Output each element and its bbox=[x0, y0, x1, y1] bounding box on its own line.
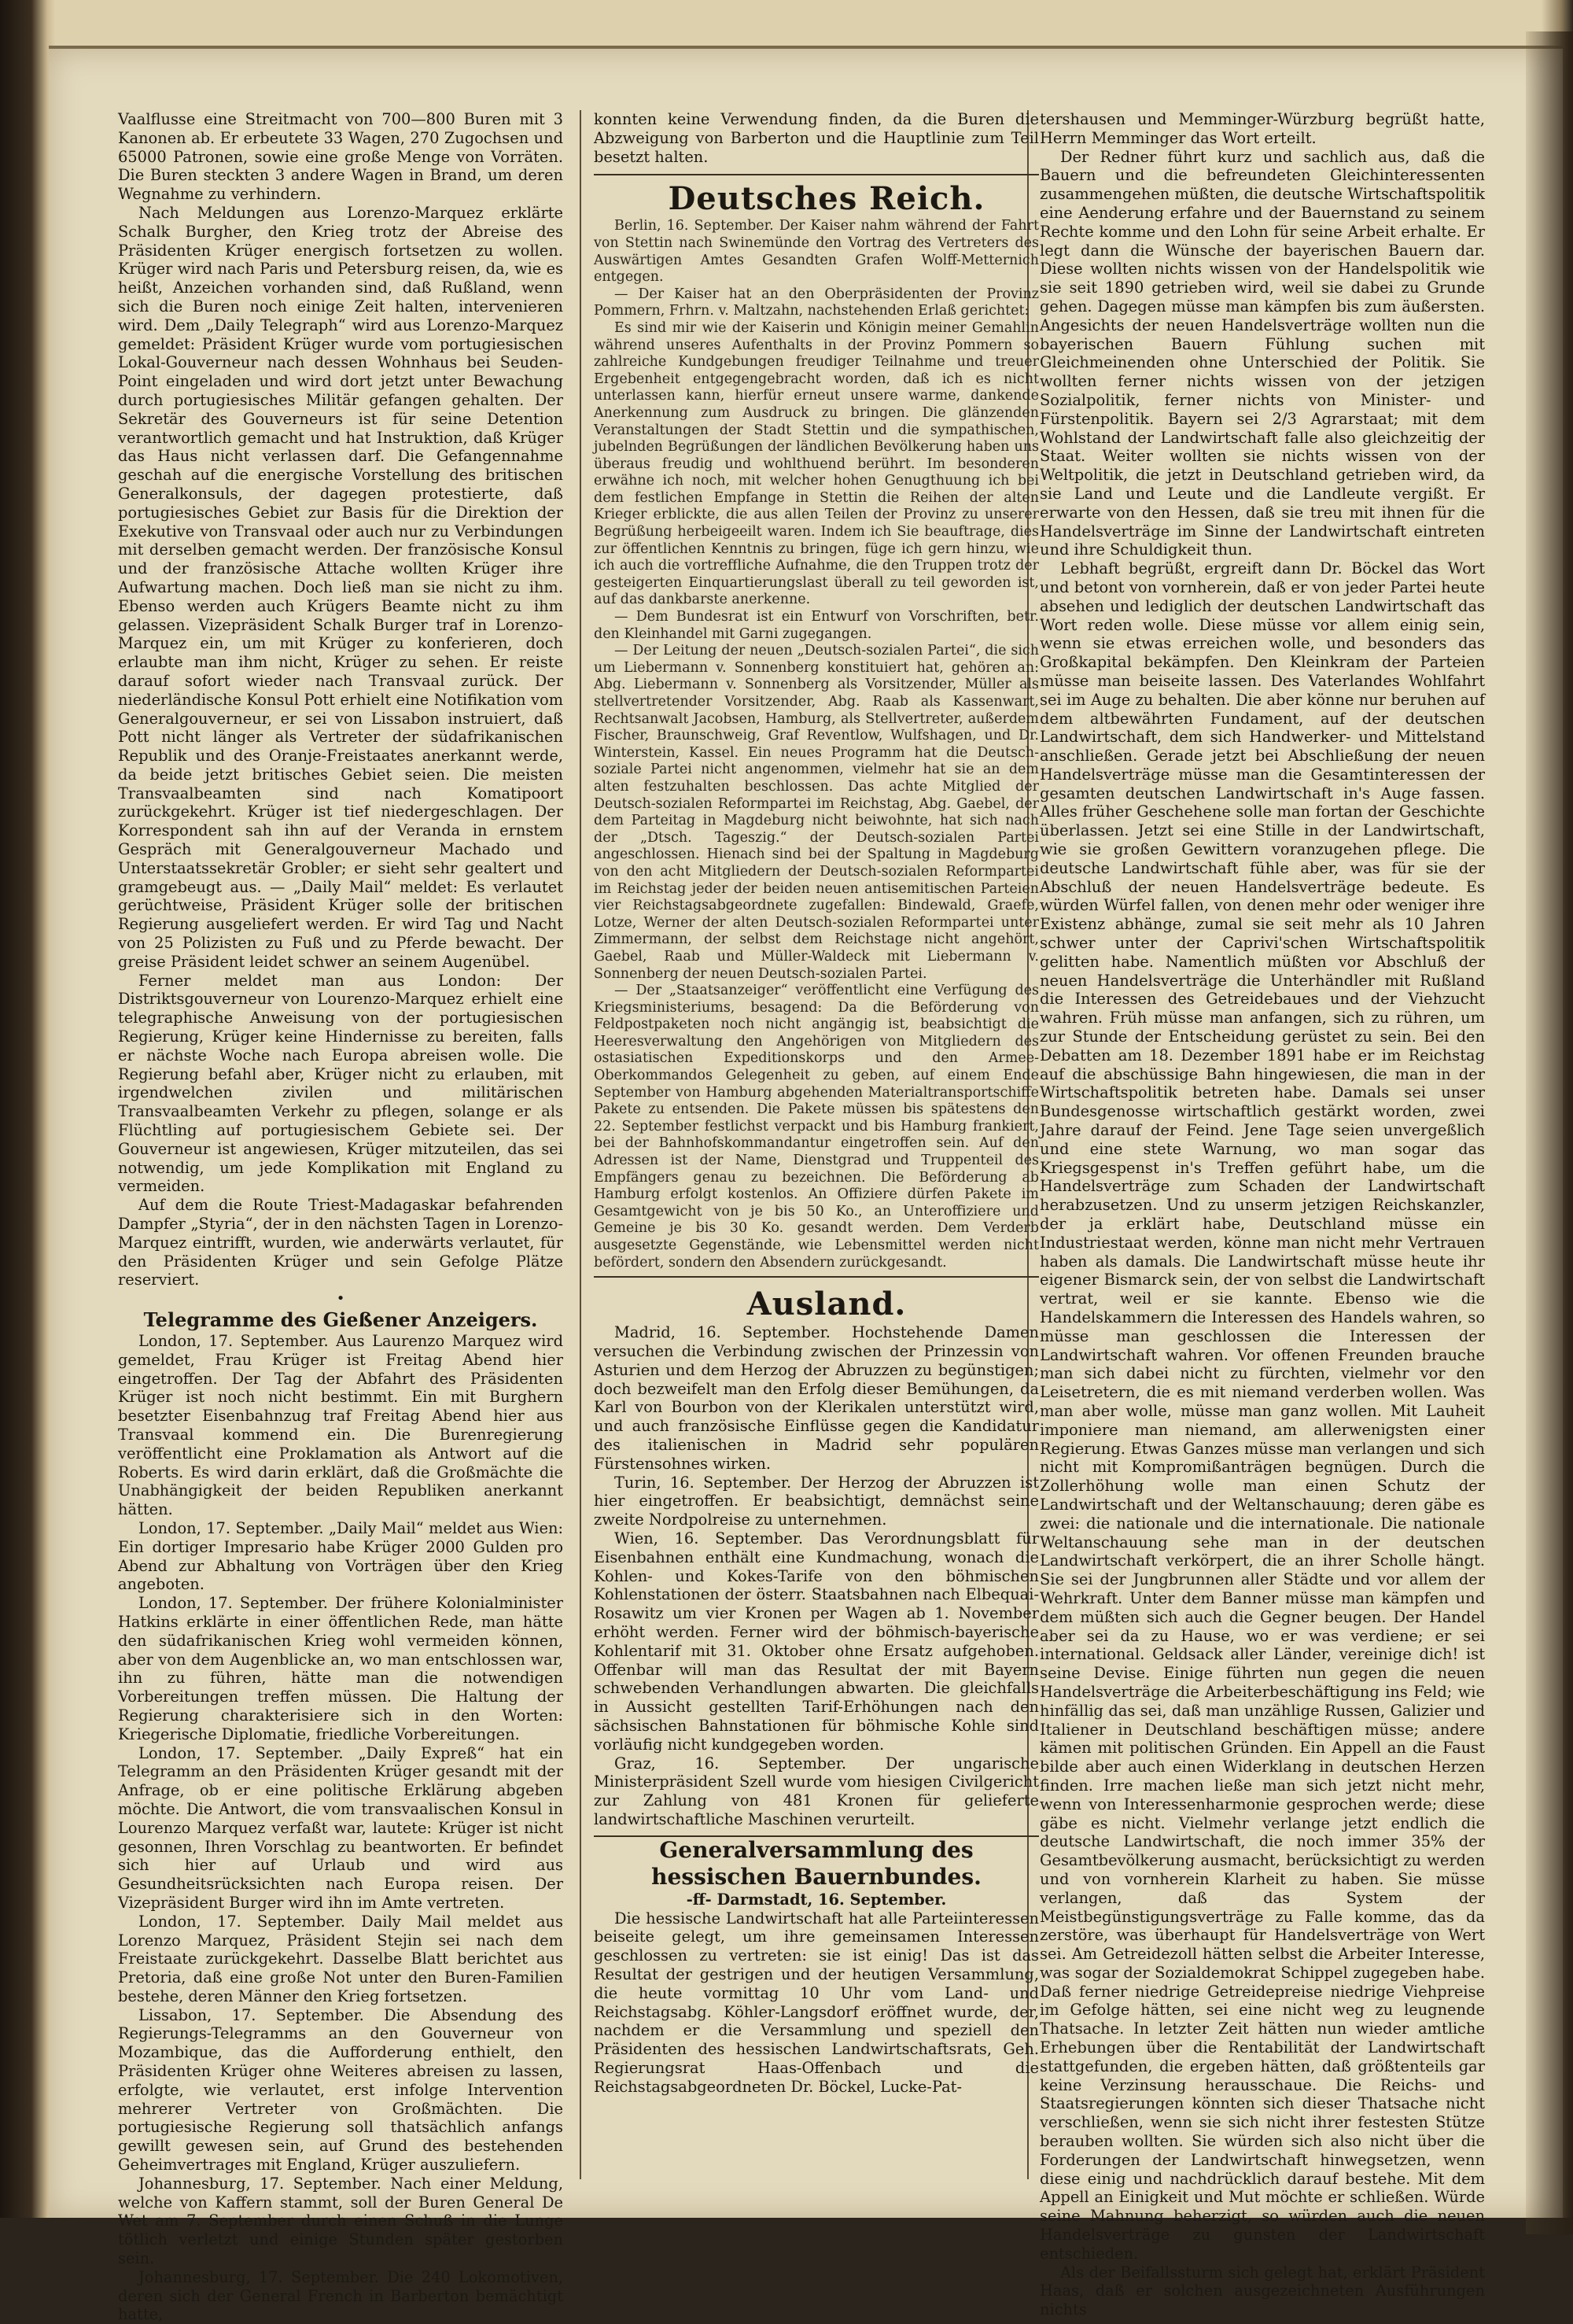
separator-ornament: • bbox=[336, 1290, 345, 1308]
page-edge-shadow bbox=[1526, 31, 1573, 2234]
section-heading-telegrams: Telegramme des Gießener Anzeigers. bbox=[143, 1308, 538, 1331]
column-middle bbox=[594, 110, 1039, 2179]
telegram-item: London, 17. September. Daily Mail meldet aus Lorenzo Marquez, Präsident Stejin sei nach dem Freistaate zurückgekehrt. Dasselbe Blatt berichtet aus Pretoria, daß eine große Not unter den Buren-Familien bestehe, deren Männer den Krieg fortsetzen. bbox=[118, 1912, 563, 2005]
section-deutsches-reich bbox=[594, 174, 1039, 1278]
column-left bbox=[118, 110, 563, 2324]
article-paragraph: Auf dem die Route Triest-Madagaskar befahrenden Dampfer „Styria“, der in den nächsten Tagen in Lorenzo-Marquez eintrifft, wurden, wie anderwärts verlautet, für den Präsidenten Krüger und sein Gefolge Plätze reserviert. bbox=[118, 1196, 563, 1289]
section-body bbox=[594, 218, 1039, 1271]
article-paragraph: Die hessische Landwirtschaft hat alle Parteiinteressen beiseite gelegt, um ihre gemeinsamen Interessen geschlossen zu vertreten: sie ist einig! Das ist das Resultat der gestrigen und der heutigen Versammlung, die heute vormittag 10 Uhr vom Land- und Reichstagsabg. Köhler-Langsdorf eröffnet wurde, der, nachdem er die Versammlung und speziell den Präsidenten des hessischen Landwirtschaftsrats, Geh. Regierungsrat Haas-Offenbach und die Reichstagsabgeordneten Dr. Böckel, Lucke-Pat- bbox=[594, 1909, 1039, 2096]
news-item: — Der Kaiser hat an den Oberpräsidenten der Provinz Pommern, Frhrn. v. Maltzahn, nachstehenden Erlaß gerichtet: bbox=[594, 286, 1039, 319]
telegram-item: London, 17. September. „Daily Expreß“ hat ein Telegramm an den Präsidenten Krüger gesandt mit der Anfrage, ob er eine politische Erklärung abgeben möchte. Die Antwort, die vom transvaalischen Konsul in Lourenzo Marquez verfaßt war, lautete: Krüger ist nicht gesonnen, Ihren Vorschlag zu beantworten. Er befindet sich hier auf Urlaub und wird aus Gesundheitsrücksichten nach Europa reisen. Der Vizepräsident Burger wird ihn im Amte vertreten. bbox=[118, 1743, 563, 1912]
telegram-item: London, 17. September. Der frühere Kolonialminister Hatkins erklärte in einer öffentlichen Rede, man hätte den südafrikanischen Krieg wohl vermeiden können, aber von dem Augenblicke an, wo man entschlossen war, ihn zu führen, hätte man die notwendigen Vorbereitungen treffen müssen. Die Haltung der Regierung charakterisiere sich in den Worten: Kriegerische Diplomatie, friedliche Vorbereitungen. bbox=[118, 1594, 563, 1743]
dateline: -ff- Darmstadt, 16. September. bbox=[686, 1890, 947, 1909]
telegram-item: London, 17. September. Aus Laurenzo Marquez wird gemeldet, Frau Krüger ist Freitag Abend hier eingetroffen. Der Tag der Abfahrt des Präsidenten Krüger ist noch nicht bestimmt. Ein mit Burghern besetzter Eisenbahnzug traf Freitag Abend hier aus Transvaal kommend ein. Die Burenregierung veröffentlicht eine Proklamation als Antwort auf die Roberts. Es wird darin erklärt, daß die Großmächte die Unabhängigkeit der beiden Republiken anerkannt hätten. bbox=[118, 1332, 563, 1519]
column-divider bbox=[580, 110, 581, 2179]
top-rule bbox=[49, 46, 1563, 49]
news-item: Berlin, 16. September. Der Kaiser nahm während der Fahrt von Stettin nach Swinemünde den Vortrag des Vertreters des Auswärtigen Amtes Gesandten Grafen Wolff-Metternich entgegen. bbox=[594, 218, 1039, 286]
telegram-item: Johannesburg, 17. September. Nach einer Meldung, welche von Kaffern stammt, soll der Buren General De Wet am 7. September durch einen Schuß in die Lunge tötlich verletzt und einige Stunden später gestorben sein. bbox=[118, 2174, 563, 2268]
news-item: Wien, 16. September. Das Verordnungsblatt für Eisenbahnen enthält eine Kundmachung, wonach die Kohlen- und Kokes-Tarife von den böhmischen Kohlenstationen der österr. Staatsbahnen nach Elbequai-Rosawitz um vier Kronen per Wagen ab 1. November erhöht werden. Ferner wird der böhmisch-bayerische Kohlentarif mit 31. Oktober ohne Ersatz aufgehoben. Offenbar will man das Resultat der mit Bayern schwebenden Verhandlungen abwarten. Die gleichfalls in Aussicht gestellten Tarif-Erhöhungen nach den sächsischen Bahnstationen für böhmische Kohle sind vorläufig nicht kundgegeben worden. bbox=[594, 1529, 1039, 1754]
section-heading-ausland: Ausland. bbox=[746, 1286, 907, 1323]
section-heading-generalversammlung: Generalversammlung des hessischen Bauernbundes. bbox=[651, 1836, 982, 1890]
article-paragraph: Als der Beifallssturm sich gelegt hat, erklärt Präsident Haas, daß er solchen ausgezeichneten Ausführungen nichts bbox=[1040, 2263, 1485, 2319]
article-paragraph: Vaalflusse eine Streitmacht von 700—800 Buren mit 3 Kanonen ab. Er erbeutete 33 Wagen, 270 Zugochsen und 65000 Patronen, sowie eine große Menge von Vorräten. Die Buren steckten 3 andere Wagen in Brand, um deren Wegnahme zu verhindern. bbox=[118, 110, 563, 204]
article-paragraph: Ferner meldet man aus London: Der Distriktsgouverneur von Lourenzo-Marquez erhielt eine telegraphische Anweisung von der portugiesischen Regierung, Krüger keine Hindernisse zu bereiten, falls er nächste Woche nach Europa abreisen wolle. Die Regierung befahl aber, Krüger nicht zu erlauben, mit irgendwelchen zivilen und militärischen Transvaalbeamten Verkehr zu pflegen, solange er als Flüchtling auf portugiesischem Gebiete sei. Der Gouverneur ist angewiesen, Krüger mitzuteilen, das sei notwendig, um jede Komplikation mit England zu vermeiden. bbox=[118, 971, 563, 1196]
article-paragraph: Der Redner führt kurz und sachlich aus, daß die Bauern und die befreundeten Gleichinteressenten zusammengehen müßten, die deutsche Wirtschaftspolitik eine Aenderung erfahre und der Bauernstand zu seinem Rechte komme und den Lohn für seine Arbeit erhalte. Er legt dann die Wünsche der bayerischen Bauern dar. Diese wollten nichts wissen von der Handelspolitik wie sie seit 1890 getrieben wird, weil sie dabei zu Grunde gehen. Dagegen müsse man kämpfen bis zum äußersten. Angesichts der neuen Handelsverträge wollten nun die bayerischen Bauern Fühlung suchen mit Gleichmeinenden ohne Unterschied der Politik. Sie wollten ferner nichts wissen von der jetzigen Sozialpolitik, ferner nichts von Minister- und Fürstenpolitik. Bayern sei 2/3 Agrarstaat; mit dem Wohlstand der Landwirtschaft falle also gleichzeitig der Staat. Weiter wollten sie nichts wissen von der Weltpolitik, die jetzt in Deutschland getrieben wird, da sie Land und Leute und die Landleute vergißt. Er erwarte von den Hessen, daß sie treu mit ihnen für die Handelsverträge im Sinne der Landwirtschaft eintreten und ihre Schuldigkeit thun. bbox=[1040, 147, 1485, 559]
news-item: Graz, 16. September. Der ungarische Ministerpräsident Szell wurde vom hiesigen Civilgericht zur Zahlung von 481 Kronen für gelieferte landwirtschaftliche Maschinen verurteilt. bbox=[594, 1754, 1039, 1828]
section-heading-deutsches-reich: Deutsches Reich. bbox=[668, 180, 985, 218]
article-paragraph: konnten keine Verwendung finden, da die Buren die Abzweigung von Barberton und die Hauptlinie zum Teil besetzt halten. bbox=[594, 110, 1039, 166]
news-item: Madrid, 16. September. Hochstehende Damen versuchen die Verbindung zwischen der Prinzessin von Asturien und dem Herzog der Abruzzen zu begünstigen; doch bezweifelt man den Erfolg dieser Bemühungen, da Karl von Bourbon von der Klerikalen unterstützt wird, und auch französische Einflüsse gegen die Kandidatur des italienischen in Madrid sehr populären Fürstensohnes wirken. bbox=[594, 1323, 1039, 1473]
news-item: — Dem Bundesrat ist ein Entwurf von Vorschriften, betr. den Kleinhandel mit Garni zugegangen. bbox=[594, 609, 1039, 642]
telegram-item: Lissabon, 17. September. Die Absendung des Regierungs-Telegramms an den Gouverneur von Mozambique, das die Aufforderung enthielt, den Präsidenten Krüger ohne Weiteres abreisen zu lassen, erfolgte, wie verlautet, erst infolge Intervention mehrerer Vertreter von Großmächten. Die portugiesische Regierung soll thatsächlich anfangs gewillt gewesen sein, auf Grund des bestehenden Geheimvertrages mit England, Krüger auszuliefern. bbox=[118, 2005, 563, 2175]
article-paragraph: Lebhaft begrüßt, ergreift dann Dr. Böckel das Wort und betont von vornherein, daß er von jeder Partei heute absehen und lediglich der deutschen Landwirtschaft das Wort reden wolle. Diese müsse vor allem einig sein, wenn sie etwas erreichen wolle, und besonders das Großkapital bekämpfen. Den Kleinkram der Parteien müsse man beiseite lassen. Des Vaterlandes Wohlfahrt sei im Auge zu behalten. Die aber könne nur beruhen auf dem altbewährten Fundament, auf der deutschen Landwirtschaft, dem sich Handwerker- und Mittelstand anschließen. Gerade jetzt bei Abschließung der neuen Handelsverträge müsse man die Gesamtinteressen der gesamten deutschen Landwirtschaft in's Auge fassen. Alles früher Geschehene solle man fortan der Geschichte überlassen. Jetzt sei eine Stille in der Landwirtschaft, wie sie großen Gewittern voranzugehen pflege. Die deutsche Landwirtschaft fühle aber, was für sie der Abschluß der neuen Handelsverträge bedeute. Es würden Würfel fallen, von denen mehr oder weniger ihre Existenz abhänge, zumal sie seit mehr als 10 Jahren schwer unter der Caprivi'schen Wirtschaftspolitik gelitten habe. Namentlich müßten vor Abschluß der neuen Handelsverträge die Unterhändler mit Rußland die Interessen des Getreidebaues und der Viehzucht wahren. Früh müsse man anfangen, sich zu rühren, um zur Stunde der Entscheidung gerüstet zu sein. Bei den Debatten am 18. Dezember 1891 habe er im Reichstag auf die abschüssige Bahn hingewiesen, die man in der Wirtschaftspolitik betreten habe. Damals sei unser Bundesgenosse wirtschaftlich gestärkt worden, zwei Jahre darauf der Feind. Jene Tage seien unvergeßlich und eine stete Warnung, wo man sogar das Kriegsgespenst in's Treffen geführt habe, um die Handelsverträge zum Schaden der Landwirtschaft herabzusetzen. Und zu unserm jetzigen Reichskanzler, der ja erklärt habe, Deutschland müsse ein Industriestaat werden, könne man nicht mehr Vertrauen haben als damals. Die Landwirtschaft müsse heute ihr eigener Bismarck sein, der von selbst die Landwirtschaft vertrat, weil er sie kannte. Ebenso wie die Handelskammern die Interessen des Handels wahren, so müsse man geschlossen die Interessen der Landwirtschaft wahren. Vor offenen Freunden brauche man sich dabei nicht zu fürchten, vielmehr vor den Leisetretern, die es mit niemand verderben wollen. Was man aber wolle, müsse man ganz wollen. Mit Lauheit imponiere man niemand, am allerwenigsten einer Regierung. Etwas Ganzes müsse man verlangen und sich nicht mit Kompromißanträgen begnügen. Durch die Zollerhöhung wolle man einen Schutz der Landwirtschaft und der Weltanschauung; deren gäbe es zwei: die nationale und die internationale. Die nationale Weltanschauung sehe man in der deutschen Landwirtschaft verkörpert, die an ihrer Scholle hängt. Sie sei der Jungbrunnen aller Städte und vor allem der Wehrkraft. Unter dem Banner müsse man kämpfen und dem müßten sich auch die Gegner beugen. Der Handel aber sei da zu Hause, wo er was verdiene; er sei international. Geldsack aller Länder, vereinige dich! ist seine Devise. Einige führten nun gegen die neuen Handelsverträge die Arbeiterbeschäftigung ins Feld; wie hinfällig das sei, daß man unzählige Russen, Galizier und Italiener in Deutschland beschäftigen müsse; andere kämen mit politischen Gründen. Ein Appell an die Faust bilde aber auch einen Widerklang in deutschen Herzen finden. Irre machen ließe man sich jetzt nicht mehr, wenn von Interessenharmonie gesprochen werde; diese gäbe es nicht. Vielmehr verlange jetzt endlich die deutsche Landwirtschaft, die noch immer 35% der Gesamtbevölkerung ausmacht, berücksichtigt zu werden und von vornherein Klarheit zu haben. Sie müsse verlangen, daß das System der Meistbegünstigungsverträge zu Falle komme, das da zerstöre, was überhaupt für Handelsverträge von Wert sei. Am Getreidezoll hätten selbst die Arbeiter Interesse, was sogar der Sozialdemokrat Schippel zugegeben habe. Daß ferner niedrige Getreidepreise niedrige Viehpreise im Gefolge hätten, sei eine nicht weg zu leugnende Thatsache. In letzter Zeit hätten nun wieder amtliche Erhebungen über die Rentabilität der Landwirtschaft stattgefunden, die ergeben hätten, daß größtenteils gar keine Verzinsung herausschaue. Die Reichs- und Staatsregierungen könnten sich dieser Thatsache nicht verschließen, wenn sie sich nicht ihrer festesten Stütze berauben wollten. Sie würden sich also nicht über die Forderungen der Landwirtschaft hinwegsetzen, wenn diese einig und nachdrücklich darauf bestehe. Mit dem Appell an Einigkeit und Mut möchte er schließen. Würde seine Mahnung beherzigt, so würden auch die neuen Handelsverträge zu gunsten der Landwirtschaft entschieden. bbox=[1040, 559, 1485, 2263]
news-item: — Der Leitung der neuen „Deutsch-sozialen Partei“, die sich um Liebermann v. Sonnenberg konstituiert hat, gehören an: Abg. Liebermann v. Sonnenberg als Vorsitzender, Müller als stellvertretender Vorsitzender, Abg. Raab als Kassenwart, Rechtsanwalt Jacobsen, Hamburg, als Stellvertreter, außerdem Fischer, Braunschweig, Graf Reventlow, Wulfshagen, und Dr. Winterstein, Kassel. Ein neues Programm hat die Deutsch-soziale Partei nicht angenommen, vielmehr hat sie an dem alten festzuhalten beschlossen. Das achte Mitglied der Deutsch-sozialen Reformpartei im Reichstag, Abg. Gaebel, der dem Parteitag in Magdeburg nicht beiwohnte, hat sich nach der „Dtsch. Tageszig.“ der Deutsch-sozialen Partei angeschlossen. Hienach sind bei der Spaltung in Magdeburg von den acht Mitgliedern der Deutsch-sozialen Reformpartei im Reichstag jeder der beiden neuen antisemitischen Parteien vier Reichstagsabgeordnete zugefallen: Bindewald, Graefe, Lotze, Werner der alten Deutsch-sozialen Reformpartei unter Zimmermann, der selbst dem Reichstage nicht angehört, Gaebel, Raab und Müller-Waldeck mit Liebermann v. Sonnenberg der neuen Deutsch-sozialen Partei. bbox=[594, 643, 1039, 982]
decree-text: Es sind mir wie der Kaiserin und Königin meiner Gemahlin während unseres Aufenthalts in der Provinz Pommern so zahlreiche Kundgebungen freudiger Teilnahme und treuer Ergebenheit entgegengebracht worden, daß ich es nicht unterlassen kann, hierfür erneut unsere warme, dankende Anerkennung zum Ausdruck zu bringen. Die glänzenden Veranstaltungen der Stadt Stettin und die sympathischen, jubelnden Begrüßungen der ländlichen Bevölkerung haben uns überaus freudig und wohlthuend berührt. Im besonderen erwähne ich noch, mit welcher hohen Genugthuung ich bei dem festlichen Empfange in Stettin die Reihen der alten Krieger erblickte, die aus allen Teilen der Provinz zu unserer Begrüßung herbeigeeilt waren. Indem ich Sie beauftrage, dies zur öffentlichen Kenntnis zu bringen, füge ich gern hinzu, wie ich auch die vortreffliche Aufnahme, die den Truppen trotz der gesteigerten Einquartierungslast überall zu teil geworden ist, auf das dankbarste anerkenne. bbox=[594, 319, 1039, 608]
news-item: Turin, 16. September. Der Herzog der Abruzzen ist hier eingetroffen. Er beabsichtigt, demnächst seine zweite Nordpolreise zu unternehmen. bbox=[594, 1473, 1039, 1529]
telegram-item: London, 17. September. „Daily Mail“ meldet aus Wien: Ein dortiger Impresario habe Krüger 2000 Gulden pro Abend zur Abhaltung von Vorträgen über den Krieg angeboten. bbox=[118, 1518, 563, 1594]
news-item: — Der „Staatsanzeiger“ veröffentlicht eine Verfügung des Kriegsministeriums, besagend: Da die Beförderung von Feldpostpaketen noch nicht angängig ist, beabsichtigt die Heeresverwaltung den Angehörigen von Mitgliedern des ostasiatischen Expeditionskorps und den Armee-Oberkommandos Gelegenheit zu geben, auf einem Ende September von Hamburg abgehenden Materialtransportschiffe Pakete zu entsenden. Die Pakete müssen bis spätestens den 22. September festlichst verpackt und bis Hamburg frankiert, bei der Bahnhofskommandantur eingetroffen sein. Auf den Adressen ist der Name, Dienstgrad und Truppenteil des Empfängers genau zu bezeichnen. Die Beförderung ab Hamburg erfolgt kostenlos. An Offiziere dürfen Pakete im Gesamtgewicht von je bis 50 Ko., an Unteroffiziere und Gemeine je bis 30 Ko. gesandt werden. Dem Verderb ausgesetzte Gegenstände, wie Lebensmittel werden nicht befördert, sondern den Absendern zurückgesandt. bbox=[594, 983, 1039, 1271]
column-right bbox=[1040, 110, 1485, 2319]
telegram-item: Johannesburg, 17. September. Die 240 Lokomotiven, deren sich der General French in Barberton bemächtigt hatte, bbox=[118, 2267, 563, 2324]
article-paragraph: Nach Meldungen aus Lorenzo-Marquez erklärte Schalk Burgher, den Krieg trotz der Abreise des Präsidenten Krüger energisch fortsetzen zu wollen. Krüger wird nach Paris und Petersburg reisen, da, wie es heißt, Anzeichen vorhanden sind, daß Rußland, wenn sich die Buren noch einige Zeit halten, intervenieren wird. Dem „Daily Telegraph“ wird aus Lorenzo-Marquez gemeldet: Präsident Krüger wurde vom portugiesischen Lokal-Gouverneur nach dessen Wohnhaus bei Seuden-Point eingeladen und wird dort jetzt unter Bewachung durch portugiesisches Militär gefangen gehalten. Der Sekretär des Gouverneurs ist für seine Detention verantwortlich gemacht und hat Instruktion, daß Krüger das Haus nicht verlassen darf. Die Gefangennahme geschah auf die energische Vorstellung des britischen Generalkonsuls, der dagegen protestierte, daß portugiesisches Gebiet zur Basis für die Direktion der Exekutive von Transvaal oder auch nur zu Verbindungen mit derselben gemacht werden. Der französische Konsul und der französische Attache wollten Krüger ihre Aufwartung machen. Doch ließ man sie nicht zu ihm. Ebenso werden auch Krügers Beamte nicht zu ihm gelassen. Vizepräsident Schalk Burger traf in Lorenzo-Marquez ein, um mit Krüger zu konferieren, doch erlaubte man ihm nicht, Krüger zu sehen. Er reiste darauf sofort wieder nach Transvaal zurück. Der niederländische Konsul Pott erhielt eine Notifikation vom Generalgouverneur, er sei von Lissabon instruiert, daß Pott nicht länger als Vertreter der südafrikanischen Republik und des Oranje-Freistaates anerkannt werde, da beide jetzt britisches Gebiet seien. Die meisten Transvaalbeamten sind nach Komatipoort zurückgekehrt. Krüger ist tief niedergeschlagen. Der Korrespondent sah ihn auf der Veranda in ernstem Gespräch mit Generalgouverneur Machado und Unterstaatssekretär Grobler; er sieht sehr gealtert und gramgebeugt aus. — „Daily Mail“ meldet: Es verlautet gerüchtweise, Präsident Krüger solle der britischen Regierung ausgeliefert werden. Er wird Tag und Nacht von 25 Polizisten zu Fuß und zu Pferde bewacht. Der greise Präsident leidet schwer an seinem Augenübel. bbox=[118, 203, 563, 971]
article-paragraph: tershausen und Memminger-Würzburg begrüßt hatte, Herrn Memminger das Wort erteilt. bbox=[1040, 110, 1485, 147]
